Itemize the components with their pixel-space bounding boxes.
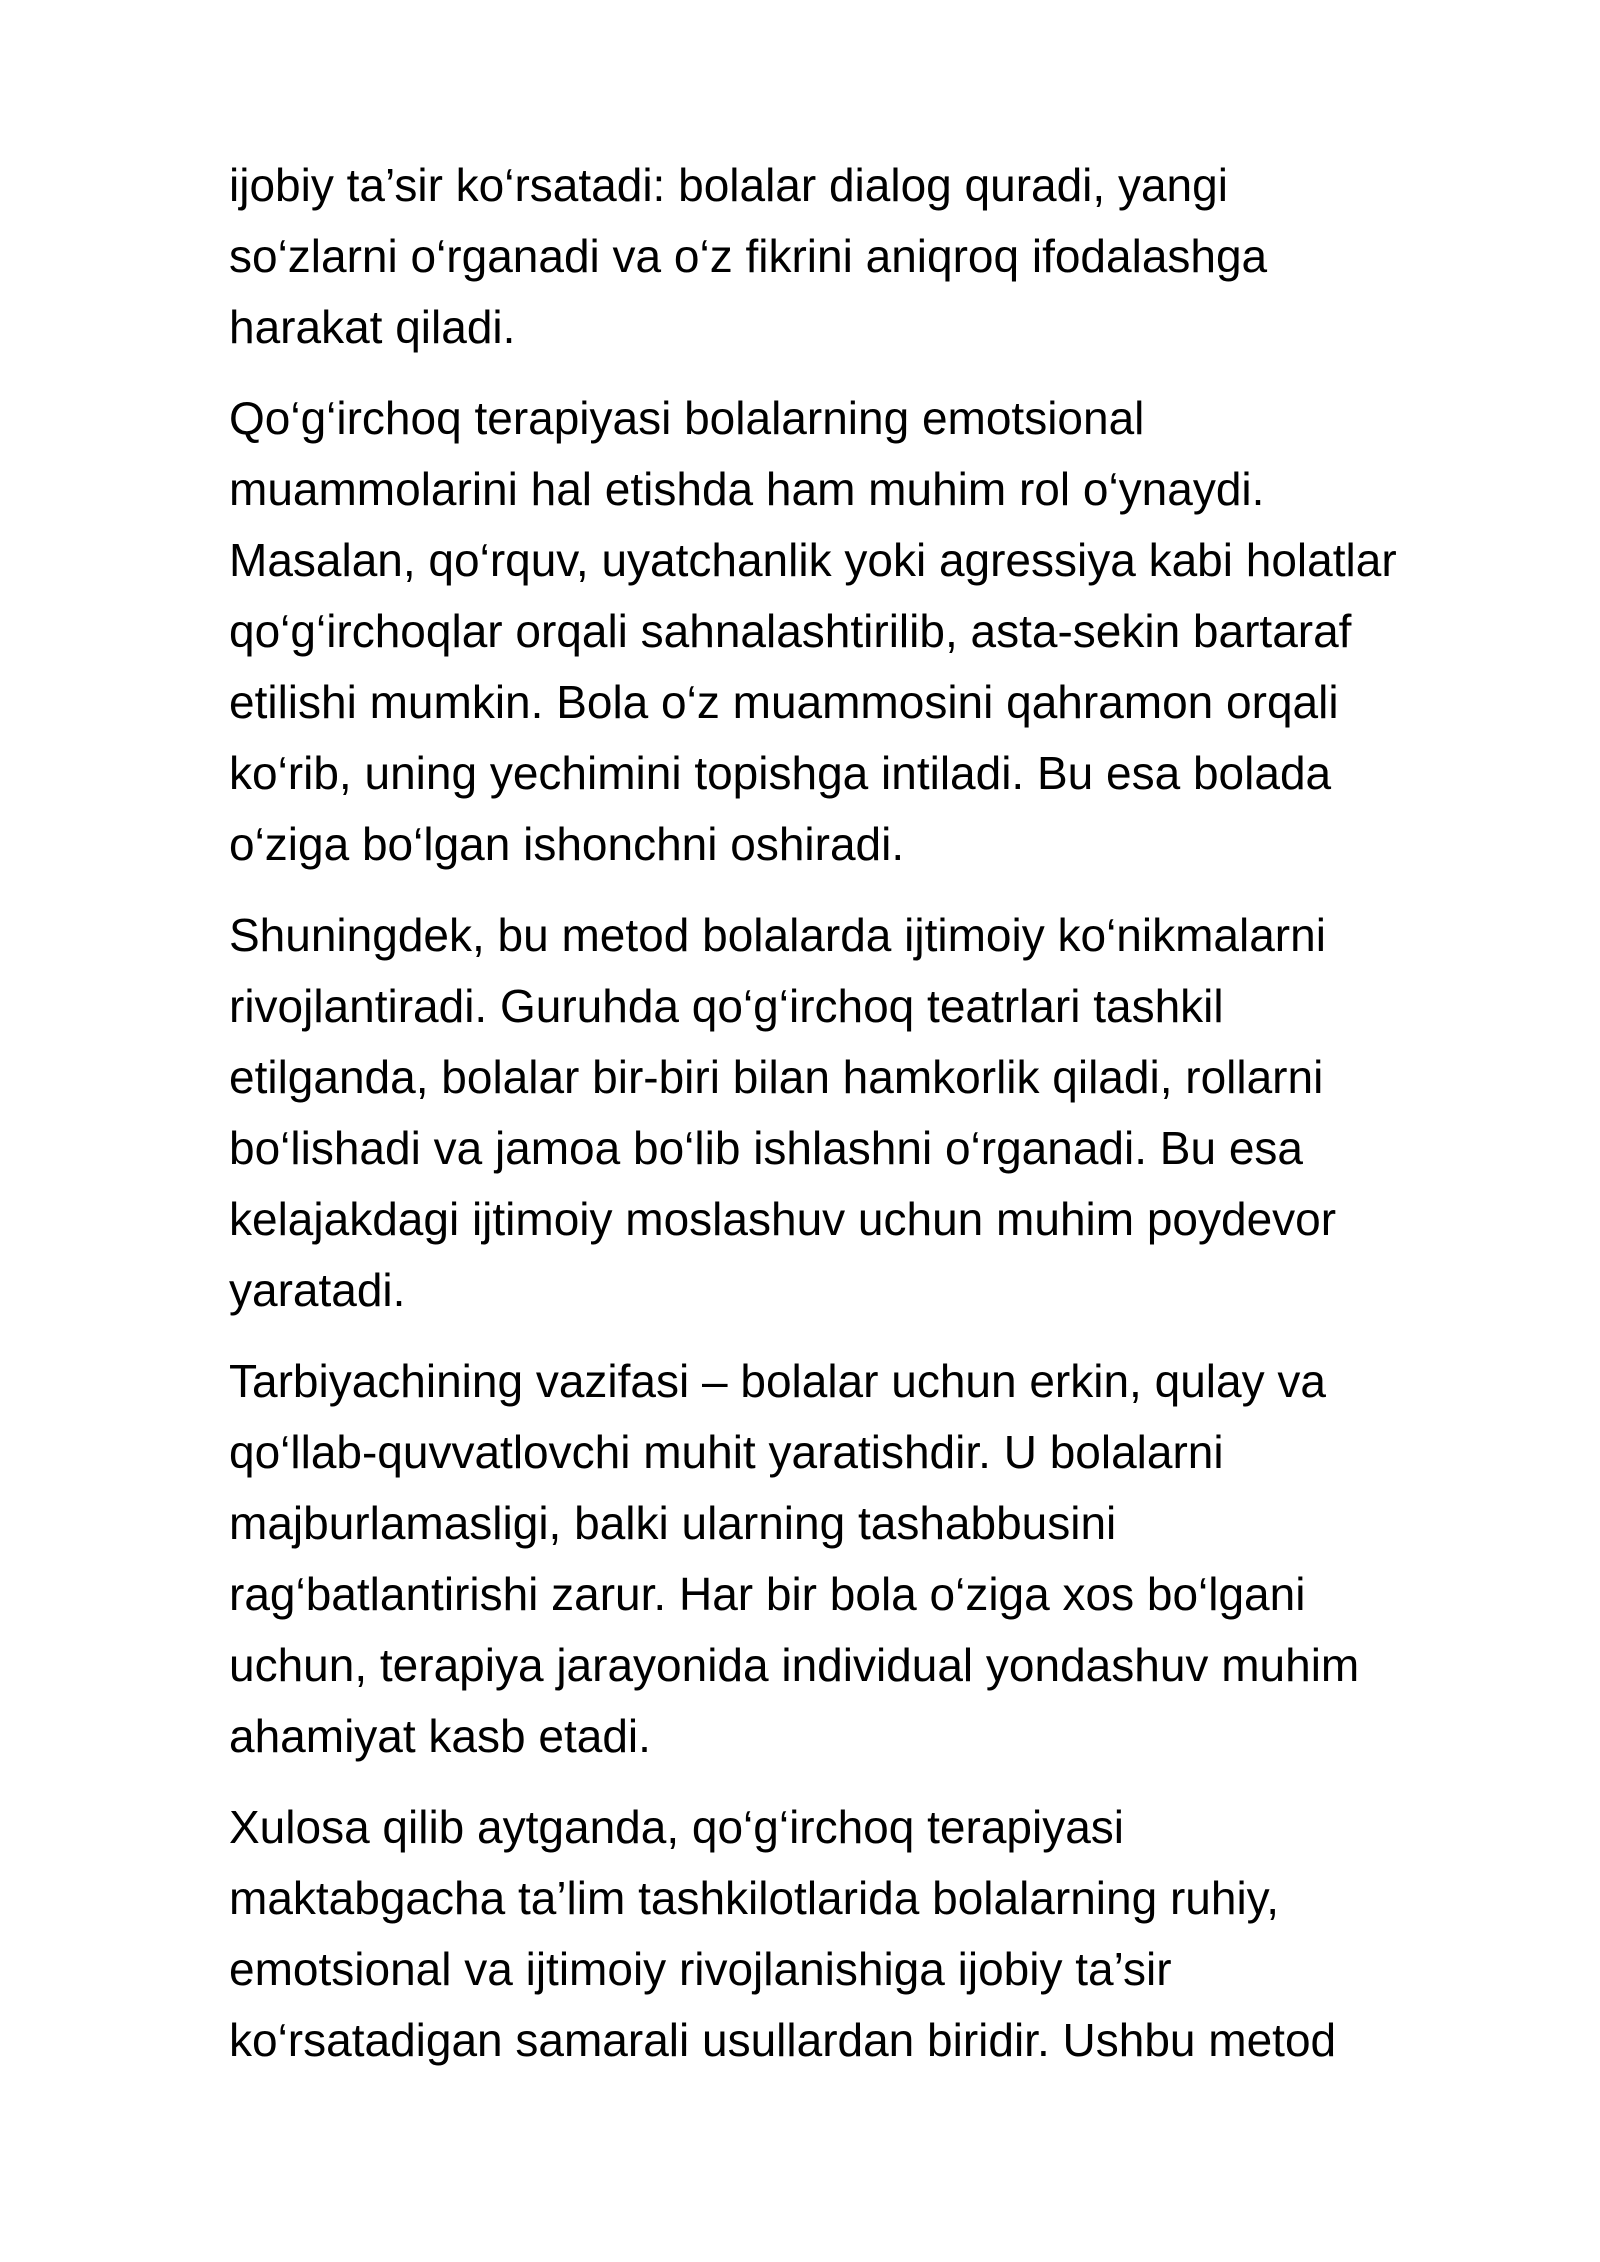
text-line: yaratadi. [229,1264,406,1316]
text-line: Xulosa qilib aytganda, qo‘g‘irchoq terapiyasi [229,1801,1125,1853]
text-line: ijobiy ta’sir ko‘rsatadi: bolalar dialog quradi, yangi [229,159,1228,211]
text-line: uchun, terapiya jarayonida individual yondashuv muhim [229,1639,1360,1691]
paragraph-4 [229,1346,1519,1772]
text-line: o‘ziga bo‘lgan ishonchni oshiradi. [229,818,905,870]
text-line: bo‘lishadi va jamoa bo‘lib ishlashni o‘rganadi. Bu esa [229,1122,1303,1174]
text-line: harakat qiladi. [229,301,516,353]
text-line: etilishi mumkin. Bola o‘z muammosini qahramon orqali [229,676,1339,728]
text-line: ko‘rsatadigan samarali usullardan biridir. Ushbu metod [229,2014,1337,2066]
text-line: rag‘batlantirishi zarur. Har bir bola o‘ziga xos bo‘lgani [229,1568,1306,1620]
body-text [229,150,1519,2096]
text-line: maktabgacha ta’lim tashkilotlarida bolalarning ruhiy, [229,1872,1280,1924]
text-line: Tarbiyachining vazifasi – bolalar uchun erkin, qulay va [229,1355,1326,1407]
text-line: Qo‘g‘irchoq terapiyasi bolalarning emotsional [229,392,1145,444]
text-line: ahamiyat kasb etadi. [229,1710,651,1762]
paragraph-5 [229,1792,1519,2076]
text-line: muammolarini hal etishda ham muhim rol o‘ynaydi. [229,463,1265,515]
paragraph-3 [229,900,1519,1326]
text-line: emotsional va ijtimoiy rivojlanishiga ijobiy ta’sir [229,1943,1172,1995]
text-line: qo‘g‘irchoqlar orqali sahnalashtirilib, asta-sekin bartaraf [229,605,1352,657]
text-line: majburlamasligi, balki ularning tashabbusini [229,1497,1117,1549]
text-line: qo‘llab-quvvatlovchi muhit yaratishdir. U bolalarni [229,1426,1224,1478]
text-line: kelajakdagi ijtimoiy moslashuv uchun muhim poydevor [229,1193,1337,1245]
text-line: rivojlantiradi. Guruhda qo‘g‘irchoq teatrlari tashkil [229,980,1224,1032]
text-line: ko‘rib, uning yechimini topishga intiladi. Bu esa bolada [229,747,1332,799]
text-line: so‘zlarni o‘rganadi va o‘z fikrini aniqroq ifodalashga [229,230,1268,282]
text-line: Shuningdek, bu metod bolalarda ijtimoiy ko‘nikmalarni [229,909,1326,961]
paragraph-1 [229,150,1519,363]
text-line: Masalan, qo‘rquv, uyatchanlik yoki agressiya kabi holatlar [229,534,1397,586]
text-line: etilganda, bolalar bir-biri bilan hamkorlik qiladi, rollarni [229,1051,1324,1103]
paragraph-2 [229,383,1519,880]
